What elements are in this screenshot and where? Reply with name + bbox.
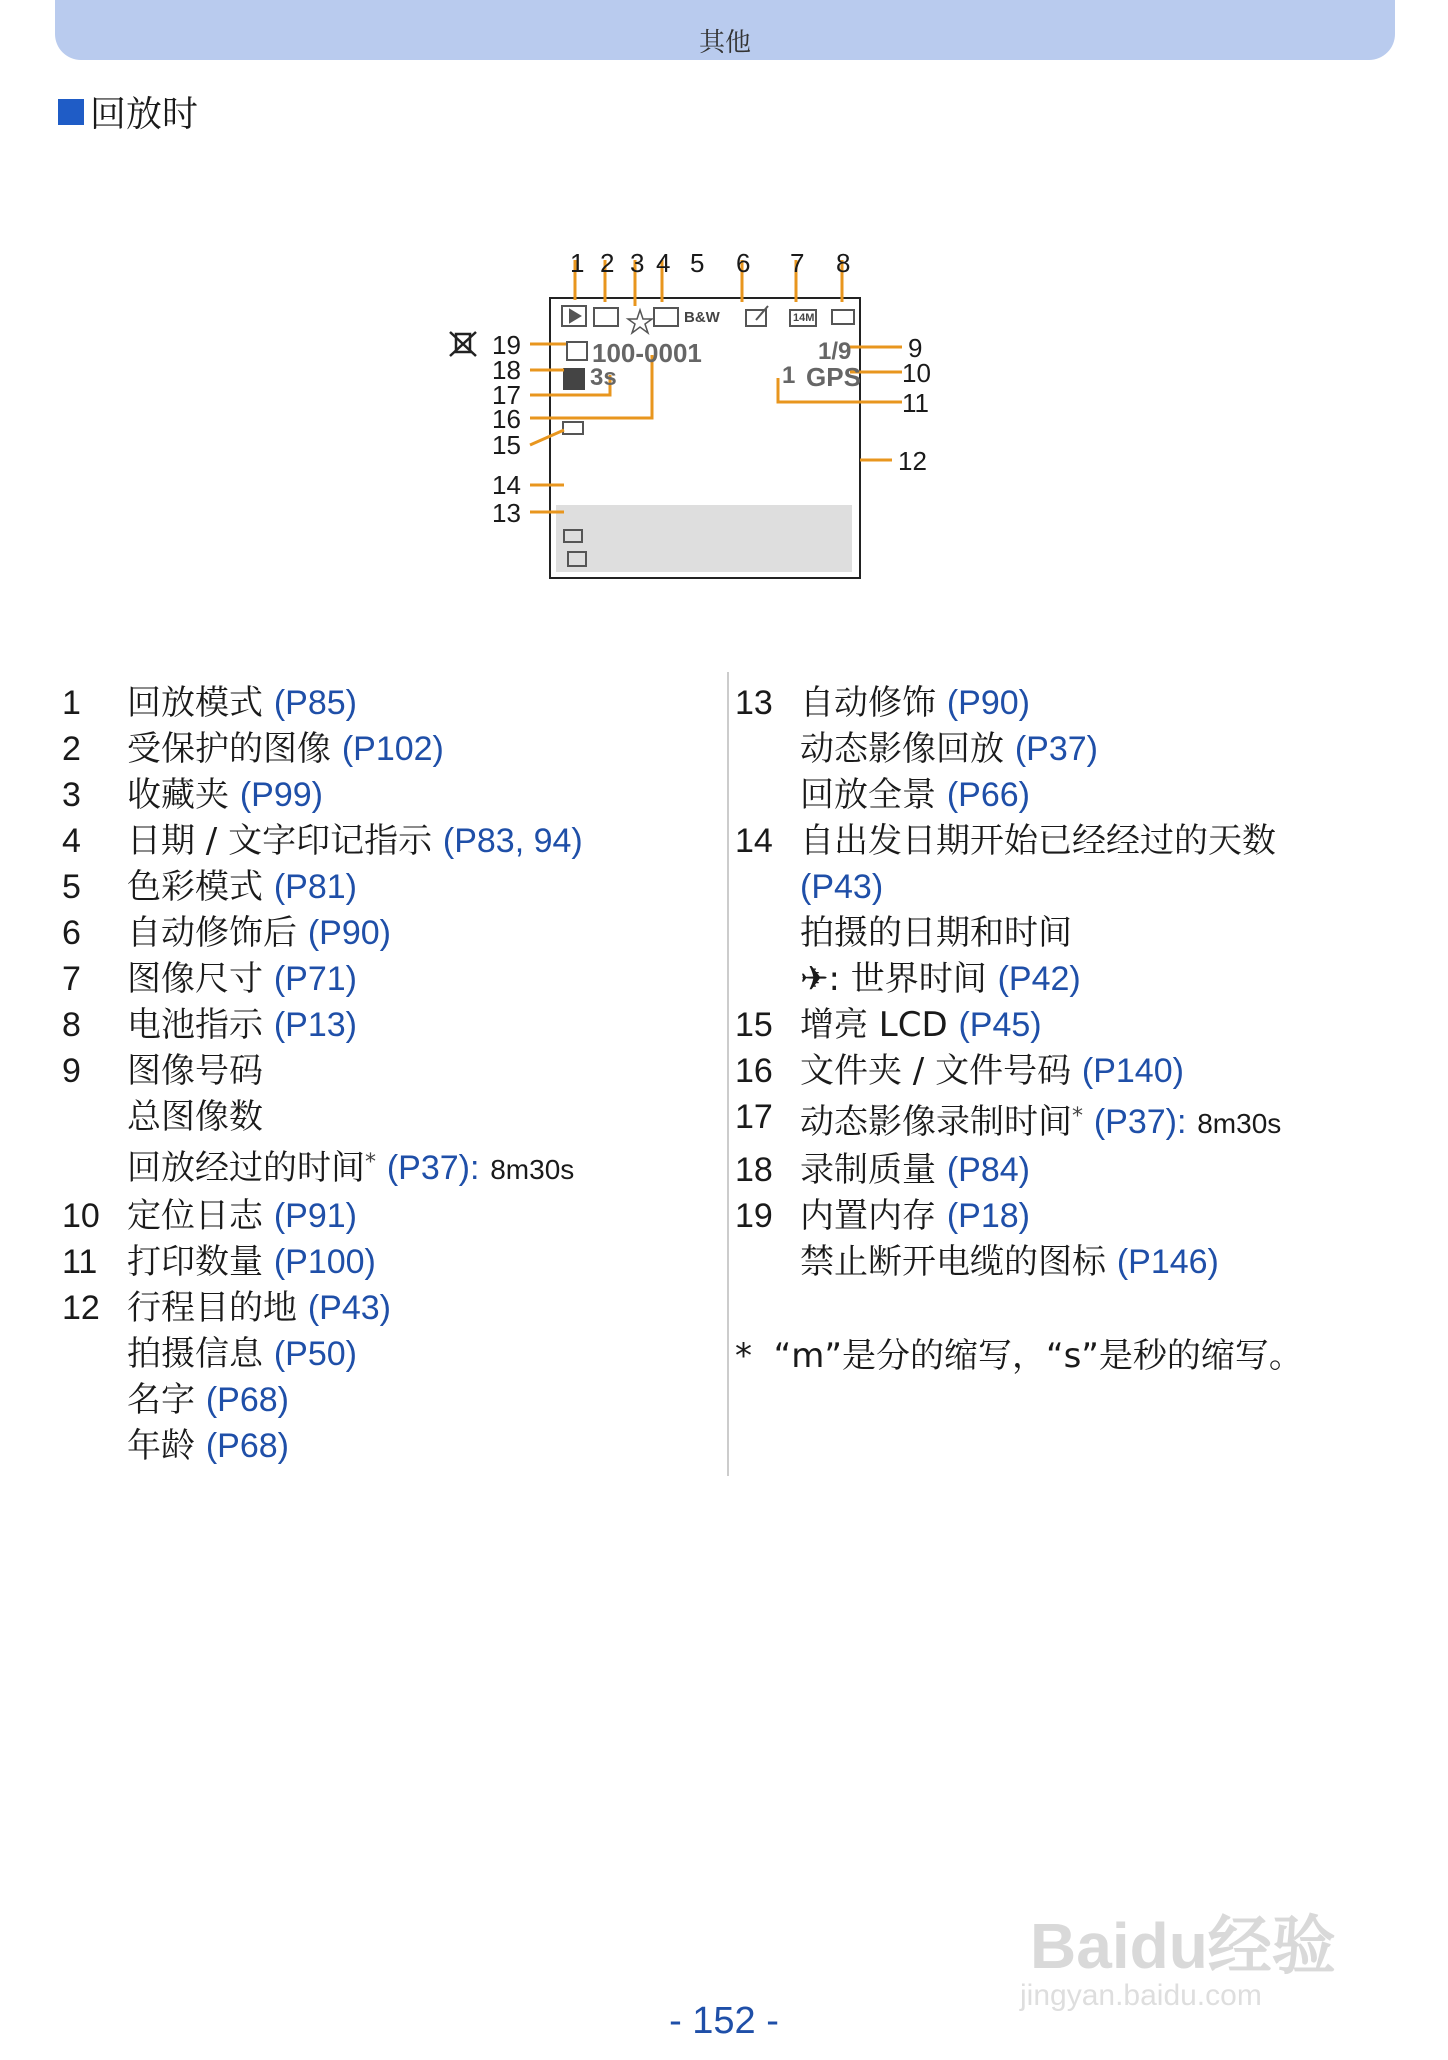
page-reference-link[interactable]: (P45) — [958, 1006, 1042, 1044]
item-text: 文件夹 / 文件号码 — [800, 1051, 1082, 1091]
list-item — [62, 864, 702, 910]
item-number: 14 — [735, 822, 773, 860]
header-bar — [55, 0, 1395, 60]
callout-3: 3 — [630, 248, 645, 278]
item-text: 动态影像录制时间 — [800, 1102, 1072, 1142]
screen-rec-time: 3s — [590, 364, 617, 391]
item-text: 年龄 — [127, 1426, 206, 1466]
item-text: 内置内存 — [800, 1196, 947, 1236]
section-square-icon — [58, 99, 84, 125]
page-reference-link[interactable]: (P81) — [273, 868, 357, 906]
item-number: 6 — [62, 914, 81, 952]
watermark — [1020, 1845, 1380, 2025]
item-text: 自动修饰后 — [127, 913, 308, 953]
item-line — [800, 1048, 1395, 1094]
page-reference-link[interactable]: (P37) — [1093, 1103, 1177, 1141]
footnote-mark: * — [735, 1336, 752, 1376]
callout-5: 5 — [690, 248, 705, 278]
item-line — [127, 1331, 702, 1377]
item-text: 录制质量 — [800, 1150, 947, 1190]
header-title: 其他 — [698, 28, 751, 58]
page-reference-link[interactable]: (P37) — [1014, 730, 1098, 768]
list-item — [735, 1147, 1395, 1193]
item-text: 日期 / 文字印记指示 — [127, 821, 443, 861]
page-reference-link[interactable]: (P43) — [800, 868, 884, 906]
callout-17: 17 — [492, 380, 521, 410]
screen-image-count: 1/9 — [818, 338, 852, 365]
list-item — [62, 818, 702, 864]
item-text: 回放模式 — [127, 683, 274, 723]
screen-diagram-svg — [440, 250, 1060, 630]
item-number: 17 — [735, 1098, 773, 1136]
item-text: 总图像数 — [127, 1097, 263, 1137]
page-reference-link[interactable]: (P42) — [997, 960, 1081, 998]
callout-2: 2 — [600, 248, 615, 278]
page-reference-link[interactable]: (P100) — [273, 1243, 376, 1281]
item-line — [127, 680, 702, 726]
page-reference-link[interactable]: (P68) — [205, 1427, 289, 1465]
item-line — [127, 1140, 702, 1193]
list-item — [735, 1048, 1395, 1094]
list-item — [735, 1193, 1395, 1285]
item-number: 16 — [735, 1052, 773, 1090]
item-text: 回放全景 — [800, 775, 947, 815]
item-line — [800, 864, 1395, 910]
screen-file-number: 100-0001 — [592, 338, 702, 368]
list-item — [62, 1002, 702, 1048]
page-reference-link[interactable]: (P83, 94) — [442, 822, 583, 860]
item-number: 2 — [62, 730, 81, 768]
footnote — [735, 1328, 1303, 1377]
list-item — [62, 772, 702, 818]
item-line — [127, 1377, 702, 1423]
column-divider — [727, 672, 729, 1476]
callout-1: 1 — [570, 248, 585, 278]
page-reference-link[interactable]: (P71) — [273, 960, 357, 998]
world-time-label: : 世界时间 — [828, 959, 998, 999]
page-reference-link[interactable]: (P66) — [946, 776, 1030, 814]
item-line — [800, 818, 1395, 864]
section-title: 回放时 — [90, 94, 199, 135]
callout-8: 8 — [836, 248, 851, 278]
item-line — [800, 772, 1395, 818]
item-text: 图像号码 — [127, 1051, 263, 1091]
callout-13: 13 — [492, 498, 521, 528]
item-text: 打印数量 — [127, 1242, 274, 1282]
callout-15: 15 — [492, 430, 521, 460]
item-line — [800, 910, 1395, 956]
screen-diagram — [440, 250, 1060, 630]
page-reference-link[interactable]: (P13) — [273, 1006, 357, 1044]
watermark-url: jingyan.baidu.com — [1020, 1979, 1262, 2012]
item-text: 电池指示 — [127, 1005, 274, 1045]
callout-14: 14 — [492, 470, 521, 500]
item-line — [127, 864, 702, 910]
item-text: 禁止断开电缆的图标 — [800, 1242, 1117, 1282]
cable-lock-icon — [450, 332, 476, 356]
callout-9: 9 — [908, 333, 923, 363]
section-heading — [58, 86, 198, 137]
item-text: 自出发日期开始已经经过的天数 — [800, 821, 1276, 861]
item-number: 8 — [62, 1006, 81, 1044]
item-text: 色彩模式 — [127, 867, 274, 907]
item-line — [127, 726, 702, 772]
page-reference-link[interactable]: (P140) — [1081, 1052, 1184, 1090]
item-number: 5 — [62, 868, 81, 906]
rec-time-example: 8m30s — [1197, 1108, 1282, 1139]
item-number: 12 — [62, 1289, 100, 1327]
item-number: 19 — [735, 1197, 773, 1235]
item-line — [800, 1147, 1395, 1193]
asterisk-mark: * — [1072, 1104, 1083, 1129]
item-line — [127, 772, 702, 818]
item-text: 定位日志 — [127, 1196, 274, 1236]
page-reference-link[interactable]: (P68) — [205, 1381, 289, 1419]
list-item — [62, 1239, 702, 1285]
item-text: 受保护的图像 — [127, 729, 342, 769]
page-reference-link[interactable]: (P50) — [273, 1335, 357, 1373]
item-number: 11 — [62, 1243, 98, 1281]
list-item — [735, 1094, 1395, 1147]
list-item — [62, 680, 702, 726]
callout-7: 7 — [790, 248, 805, 278]
screen-size: 14M — [793, 312, 815, 324]
item-number: 13 — [735, 684, 773, 722]
screen-bw: B&W — [684, 309, 720, 326]
colon: : — [469, 1149, 480, 1187]
list-item — [62, 726, 702, 772]
item-line — [127, 1285, 702, 1331]
callout-10: 10 — [902, 358, 931, 388]
list-item — [735, 818, 1395, 1002]
page-reference-link[interactable]: (P18) — [946, 1197, 1030, 1235]
item-line — [800, 1002, 1395, 1048]
item-line — [127, 1423, 702, 1469]
screen-print-count: 1 — [782, 362, 796, 389]
item-line — [127, 1193, 702, 1239]
item-line — [127, 910, 702, 956]
item-line — [800, 1094, 1395, 1147]
item-line — [800, 956, 1395, 1002]
item-line — [127, 956, 702, 1002]
rec-quality-icon — [563, 368, 585, 390]
left-column — [62, 680, 702, 1469]
page-reference-link[interactable]: (P43) — [307, 1289, 391, 1327]
asterisk-mark: * — [365, 1150, 376, 1175]
elapsed-time-label: 回放经过的时间 — [127, 1148, 365, 1188]
item-line — [127, 1239, 702, 1285]
item-number: 7 — [62, 960, 81, 998]
item-line — [800, 1193, 1395, 1239]
item-number: 1 — [62, 684, 81, 722]
colon: : — [1176, 1103, 1187, 1141]
item-number: 15 — [735, 1006, 773, 1044]
page-reference-link[interactable]: (P146) — [1116, 1243, 1219, 1281]
right-column — [735, 680, 1395, 1285]
list-item — [735, 680, 1395, 818]
footnote-text: “m”是分的缩写，“s”是秒的缩写。 — [773, 1336, 1303, 1376]
page-reference-link[interactable]: (P90) — [946, 684, 1030, 722]
item-line — [127, 1002, 702, 1048]
callout-11: 11 — [902, 388, 929, 418]
item-line — [800, 726, 1395, 772]
item-line — [127, 818, 702, 864]
list-item — [62, 1048, 702, 1193]
list-item — [62, 1285, 702, 1469]
page-number: - 152 - — [669, 2000, 779, 2042]
item-text: 图像尺寸 — [127, 959, 274, 999]
page-reference-link[interactable]: (P99) — [239, 776, 323, 814]
plane-icon: ✈ — [800, 959, 829, 999]
watermark-logo: Baidu经验 — [1030, 1910, 1336, 1982]
item-line — [800, 680, 1395, 726]
item-number: 18 — [735, 1151, 773, 1189]
page-reference-link[interactable]: (P85) — [273, 684, 357, 722]
item-line — [127, 1048, 702, 1094]
item-text: 收藏夹 — [127, 775, 240, 815]
item-number: 10 — [62, 1197, 100, 1235]
list-item — [62, 1193, 702, 1239]
page-reference-link[interactable]: (P91) — [273, 1197, 357, 1235]
item-number: 4 — [62, 822, 81, 860]
info-box — [556, 505, 852, 572]
item-text: 增亮 LCD — [800, 1005, 959, 1045]
page-reference-link[interactable]: (P102) — [341, 730, 444, 768]
item-number: 9 — [62, 1052, 81, 1090]
page-reference-link[interactable]: (P90) — [307, 914, 391, 952]
page-reference-link[interactable]: (P37) — [386, 1149, 470, 1187]
callout-6: 6 — [736, 248, 751, 278]
item-text: 自动修饰 — [800, 683, 947, 723]
callout-19: 19 — [492, 330, 521, 360]
item-text: 动态影像回放 — [800, 729, 1015, 769]
list-item — [735, 1002, 1395, 1048]
item-line — [800, 1239, 1395, 1285]
elapsed-time-example: 8m30s — [490, 1154, 575, 1185]
item-text: 拍摄信息 — [127, 1334, 274, 1374]
page-reference-link[interactable]: (P84) — [946, 1151, 1030, 1189]
list-item — [62, 910, 702, 956]
item-number: 3 — [62, 776, 81, 814]
callout-18: 18 — [492, 355, 521, 385]
item-text: 行程目的地 — [127, 1288, 308, 1328]
callout-4: 4 — [656, 248, 671, 278]
callout-12: 12 — [898, 446, 927, 476]
item-line — [127, 1094, 702, 1140]
item-text: 名字 — [127, 1380, 206, 1420]
item-text: 拍摄的日期和时间 — [800, 913, 1072, 953]
list-item — [62, 956, 702, 1002]
screen-gps: GPS — [806, 362, 861, 392]
callout-16: 16 — [492, 404, 521, 434]
